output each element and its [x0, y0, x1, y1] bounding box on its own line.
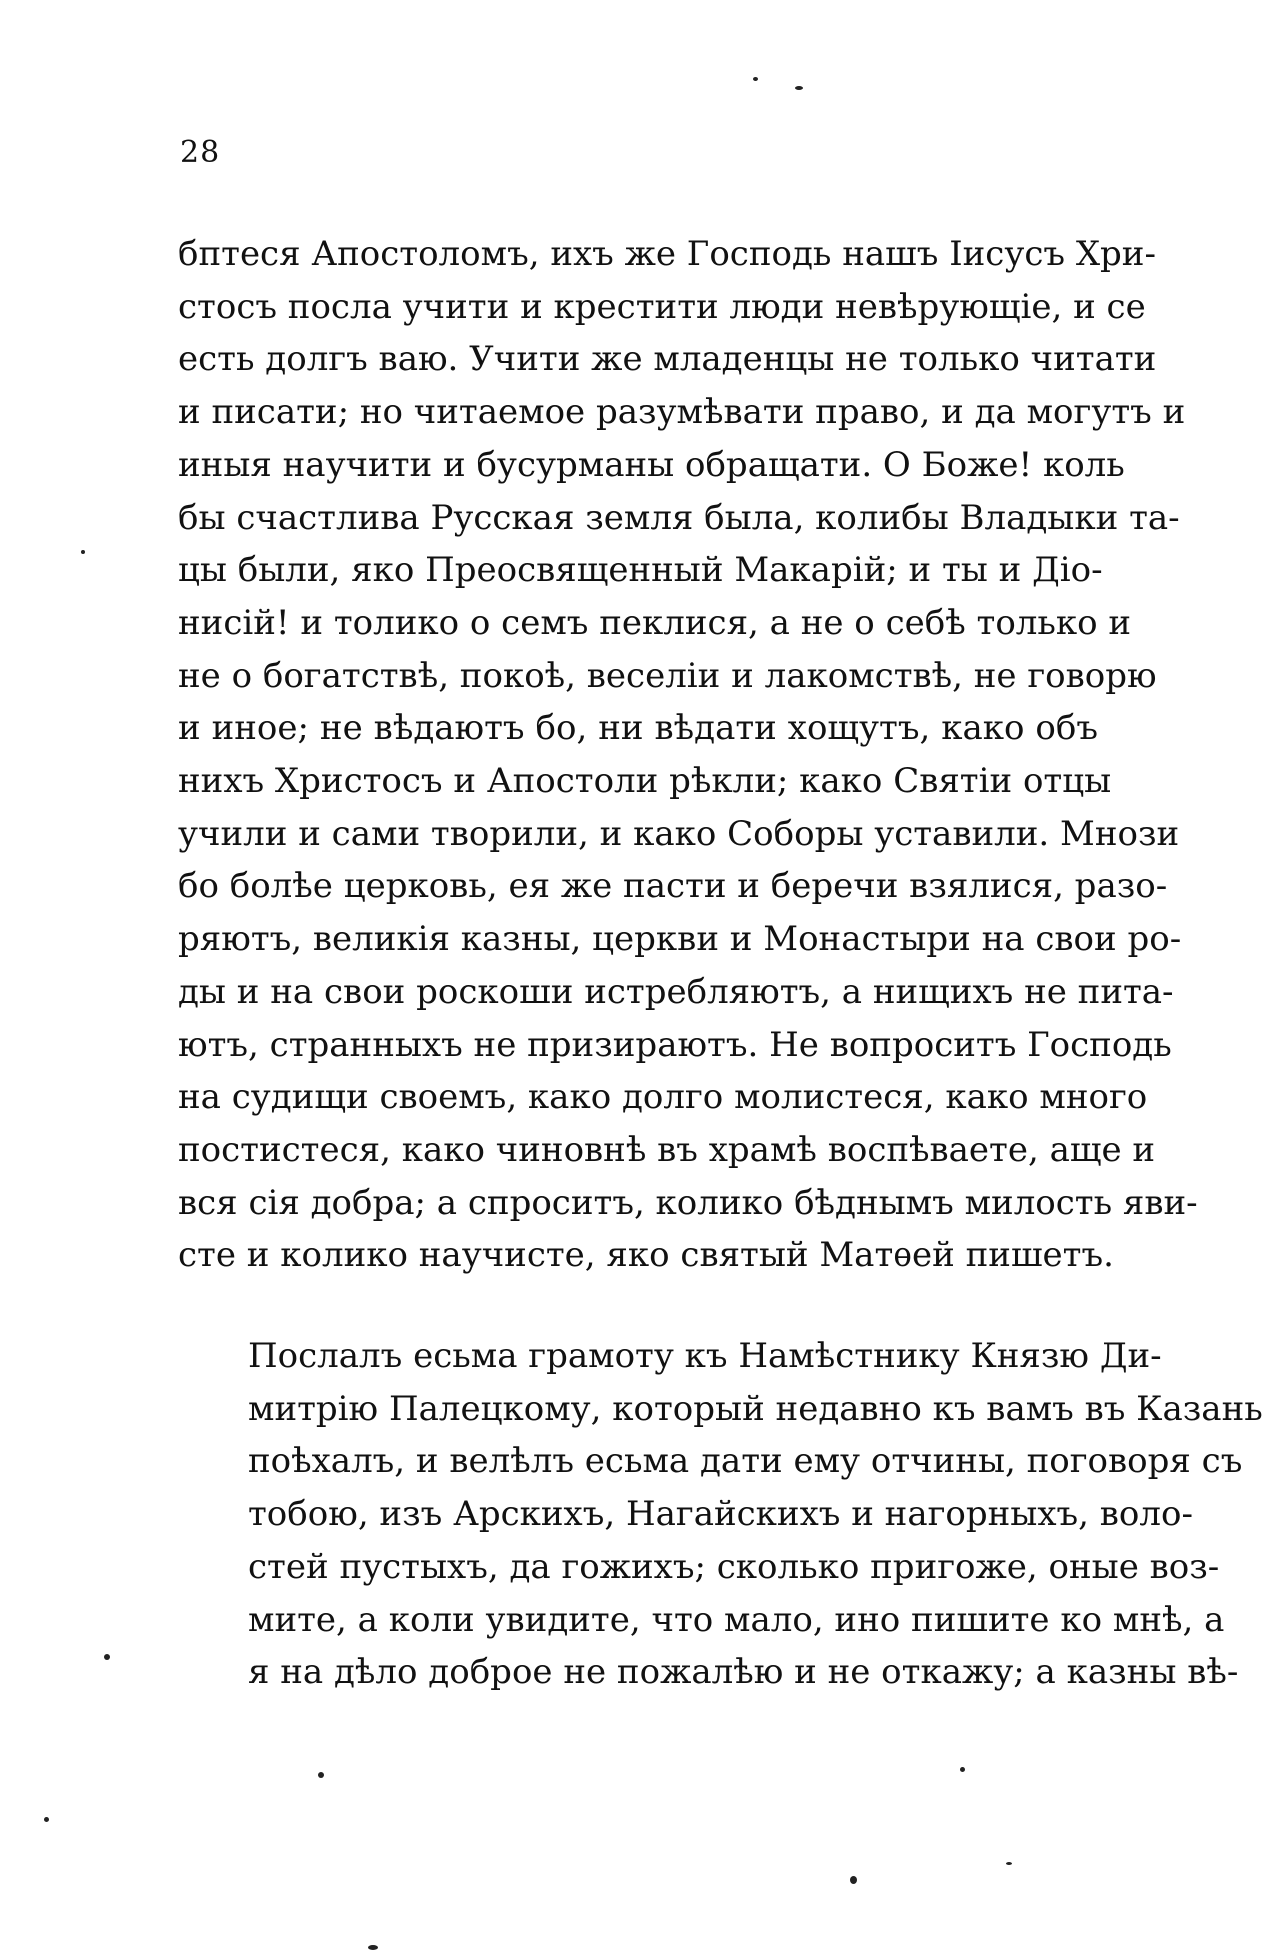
text-line: иныя научити и бусурманы обращати. О Боже! коль — [178, 444, 1125, 485]
text-line: цы были, яко Преосвященный Макарій; и ты и Діо- — [178, 550, 1103, 591]
scan-speck — [81, 550, 85, 554]
paragraph-1 — [178, 228, 1198, 1282]
scan-speck — [960, 1767, 965, 1772]
text-line: вся сія добра; а спроситъ, колико бѣднымъ милость яви- — [178, 1182, 1198, 1223]
text-line: мите, а коли увидите, что мало, ино пишите ко мнѣ, а — [248, 1599, 1225, 1640]
text-line: я на дѣло доброе не пожалѣю и не откажу; а казны вѣ- — [248, 1652, 1239, 1693]
text-line: и писати; но читаемое разумѣвати право, и да могутъ и — [178, 392, 1186, 433]
paragraph-2 — [178, 1330, 1263, 1699]
text-line: ды и на свои роскоши истребляютъ, а нищихъ не пита- — [178, 971, 1174, 1012]
text-line: стей пустыхъ, да гожихъ; сколько пригоже, оные воз- — [248, 1546, 1220, 1587]
text-line: не о богатствѣ, покоѣ, веселіи и лакомствѣ, не говорю — [178, 655, 1157, 696]
text-line: бптеся Апостоломъ, ихъ же Господь нашъ Іисусъ Хри- — [178, 234, 1156, 274]
text-line: тобою, изъ Арскихъ, Нагайскихъ и нагорныхъ, воло- — [248, 1494, 1193, 1535]
scan-speck — [850, 1876, 857, 1884]
text-line: стосъ посла учити и крестити люди невѣрующіе, и се — [178, 286, 1146, 327]
text-line: есть долгъ ваю. Учити же младенцы не только читати — [178, 339, 1157, 380]
text-line: поѣхалъ, и велѣлъ есьма дати ему отчины, поговоря съ — [248, 1441, 1243, 1482]
scan-speck — [1006, 1862, 1012, 1865]
text-line: нихъ Христосъ и Апостоли рѣкли; како Святіи отцы — [178, 761, 1112, 802]
text-line: сте и колико научисте, яко святый Матѳей пишетъ. — [178, 1235, 1114, 1276]
scan-speck — [104, 1654, 110, 1660]
text-line: ряютъ, великія казны, церкви и Монастыри на свои ро- — [178, 919, 1182, 960]
text-line: бо болѣе церковь, ея же пасти и беречи взялися, разо- — [178, 866, 1168, 907]
text-line: митрію Палецкому, который недавно къ вамъ въ Казань — [248, 1388, 1263, 1429]
scan-speck — [753, 77, 758, 81]
scan-speck — [368, 1945, 378, 1950]
scan-speck — [318, 1772, 324, 1778]
text-line: учили и сами творили, и како Соборы уставили. Мнози — [178, 813, 1180, 854]
text-line: ютъ, странныхъ не призираютъ. Не вопроситъ Господь — [178, 1024, 1172, 1065]
text-line: и иное; не вѣдаютъ бо, ни вѣдати хощутъ, како объ — [178, 708, 1098, 749]
text-line: на судищи своемъ, како долго молистеся, како много — [178, 1077, 1148, 1118]
text-line: постистеся, како чиновнѣ въ храмѣ воспѣваете, аще и — [178, 1129, 1156, 1170]
scan-speck — [795, 86, 803, 90]
text-line: бы счастлива Русская земля была, колибы Владыки та- — [178, 497, 1180, 538]
scan-speck — [44, 1817, 49, 1822]
text-line: Послалъ есьма грамоту къ Намѣстнику Князю Ди- — [248, 1336, 1162, 1376]
page-number: 28 — [180, 135, 221, 170]
text-line: нисій! и толико о семъ пеклися, а не о себѣ только и — [178, 602, 1132, 643]
